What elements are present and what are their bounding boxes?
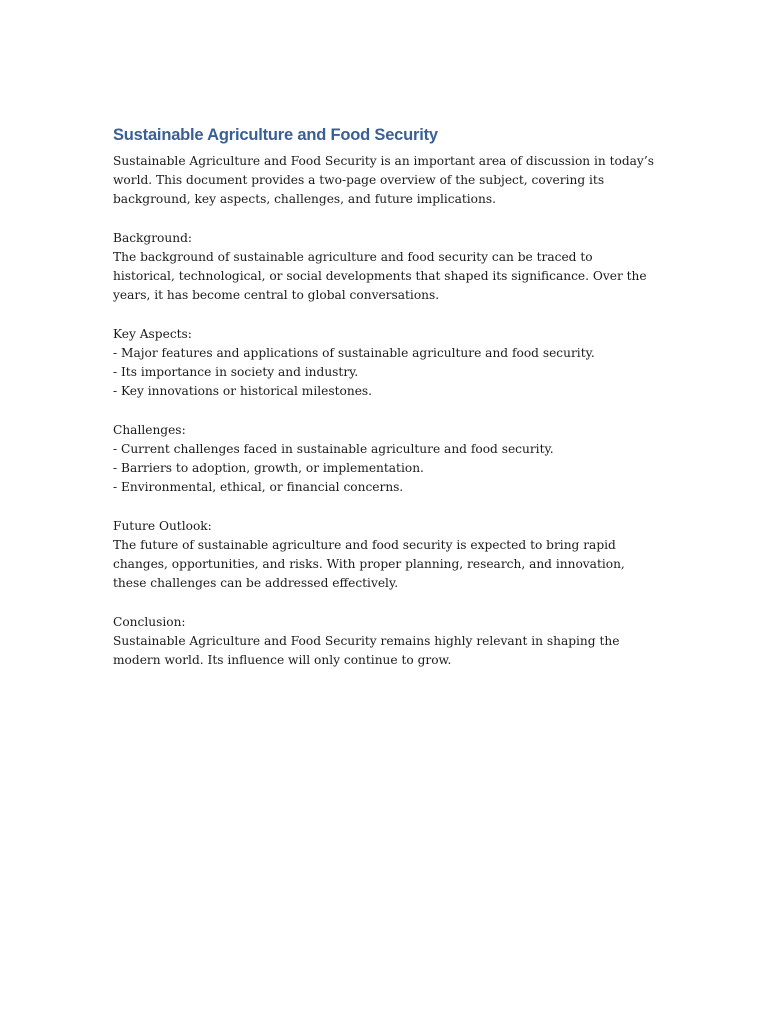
list-item: - Key innovations or historical milestones. [113,384,373,399]
list-item: - Environmental, ethical, or financial concerns. [113,480,404,495]
document-title: Sustainable Agriculture and Food Security [113,126,438,144]
list-item: - Current challenges faced in sustainable agriculture and food security. [113,442,554,456]
intro-paragraph: Sustainable Agriculture and Food Security is an important area of discussion in today’s world. This document provides a two-page overview of the subject, covering its background, key aspects, challenges, and future implications. [113,154,654,207]
conclusion-section [113,613,658,671]
conclusion-paragraph: Sustainable Agriculture and Food Security remains highly relevant in shaping the modern world. Its influence will only continue to grow. [113,634,620,668]
list-item: - Barriers to adoption, growth, or implementation. [113,461,424,476]
background-paragraph: The background of sustainable agriculture and food security can be traced to historical, technological, or social developments that shaped its significance. Over the years, it has become central to global conversations. [113,250,647,303]
paragraph-spacer [113,498,658,517]
future-outlook-section [113,517,658,594]
paragraph-spacer [113,402,658,421]
paragraph-spacer [113,594,658,613]
challenges-list [113,440,658,498]
future-outlook-heading: Future Outlook: [113,518,212,533]
background-heading: Background: [113,230,193,245]
background-section [113,229,658,306]
conclusion-heading: Conclusion: [113,614,186,629]
future-outlook-paragraph: The future of sustainable agriculture and food security is expected to bring rapid changes, opportunities, and risks. With proper planning, research, and innovation, these challenges can be addressed effectively. [113,538,625,591]
challenges-heading: Challenges: [113,422,186,437]
challenges-section [113,421,658,498]
list-item: - Major features and applications of sustainable agriculture and food security. [113,346,595,360]
document-body [113,124,658,670]
paragraph-spacer [113,306,658,325]
paragraph-spacer [113,210,658,229]
key-aspects-section [113,325,658,402]
list-item: - Its importance in society and industry. [113,365,359,380]
key-aspects-list [113,344,658,402]
key-aspects-heading: Key Aspects: [113,326,192,341]
